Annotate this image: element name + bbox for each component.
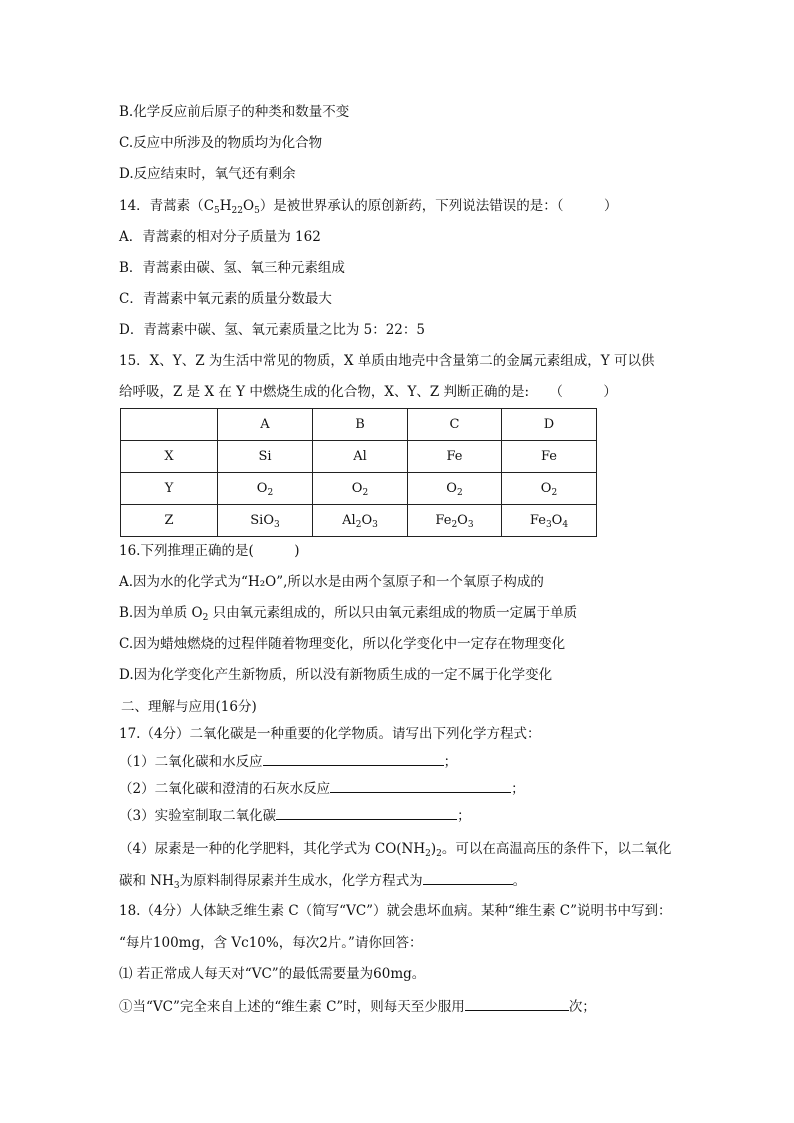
table-header-row [121,409,597,441]
q17-part3: （3）实验室制取二氧化碳 ； [119,805,471,826]
q18-stem-line1: 18.（4分）人体缺乏维生素 C（简写“VC”）就会患坏血病。某种“维生素 C”说明书中写到： [119,903,672,919]
table-cell: $Fe_2O_3$ [408,505,502,537]
table-row [121,505,597,537]
q18-stem-line2: “每片100mg，含 Vc10%，每次2片。”请你回答： [119,935,423,951]
q14-option-b: B．青蒿素由碳、氢、氧三种元素组成 [119,260,345,276]
table-cell: X [121,441,218,473]
table-cell: Z [121,505,218,537]
answer-blank[interactable] [263,751,444,766]
q18-sub1: ⑴ 若正常成人每天对“VC”的最低需要量为60mg。 [119,966,426,982]
q17-stem: 17.（4分）二氧化碳是一种重要的化学物质。请写出下列化学方程式： [119,726,541,742]
q13-option-c: C.反应中所涉及的物质均为化合物 [119,135,323,151]
answer-blank[interactable] [465,996,569,1011]
q15-stem-line2: 给呼吸，Z 是 X 在 Y 中燃烧生成的化合物，X、Y、Z 判断正确的是: （ ） [119,384,617,400]
table-cell: Al [313,441,408,473]
q15-options-table [120,408,597,537]
q14-option-d: D．青蒿素中碳、氢、氧元素质量之比为 5：22：5 [119,322,425,338]
table-cell: Fe [502,441,597,473]
table-cell: A [218,409,313,441]
q13-option-b: B.化学反应前后原子的种类和数量不变 [119,104,350,120]
table-cell: $Fe_3O_4$ [502,505,597,537]
q17-part4-line2: 碳和 $NH_3$为原料制得尿素并生成水，化学方程式为 。 [119,870,526,891]
q17-part2: （2）二氧化碳和澄清的石灰水反应 ； [119,778,525,799]
q14-option-a: A．青蒿素的相对分子质量为 162 [119,229,321,245]
q16-option-c: C.因为蜡烛燃烧的过程伴随着物理变化，所以化学变化中一定存在物理变化 [119,636,566,652]
q14-stem: 14．青蒿素$(C_5H_{22}O_5)$是被世界承认的原创新药，下列说法错误的是：（ ） [119,198,618,216]
section-heading: 二、理解与应用(16分) [121,699,257,715]
q18-item1: ①当“VC”完全来自上述的“维生素 C”时，则每天至少服用 次； [119,996,596,1017]
table-cell: B [313,409,408,441]
table-cell: Y [121,473,218,505]
table-row [121,473,597,505]
q16-option-b: B.因为单质 $O_2$ 只由氧元素组成的，所以只由氧元素组成的物质一定属于单质 [119,605,578,623]
q15-stem-line1: 15．X、Y、Z 为生活中常见的物质，X 单质由地壳中含量第二的金属元素组成，Y 可以供 [119,353,655,369]
q13-option-d: D.反应结束时，氧气还有剩余 [119,166,296,182]
table-cell: $O_2$ [502,473,597,505]
q14-option-c: C．青蒿素中氧元素的质量分数最大 [119,291,332,307]
q17-part1: （1）二氧化碳和水反应 ； [119,751,457,772]
q17-part4-line1: （4）尿素是一种的化学肥料，其化学式为 $CO(NH_2)_2$。可以在高温高压的条件下，以二氧化 [119,841,672,859]
q16-stem: 16.下列推理正确的是( ) [119,543,300,559]
q16-option-d: D.因为化学变化产生新物质，所以没有新物质生成的一定不属于化学变化 [119,667,553,683]
answer-blank[interactable] [330,778,511,793]
table-cell: Fe [408,441,502,473]
q16-option-a: A.因为水的化学式为“H₂O”,所以水是由两个氢原子和一个氧原子构成的 [119,574,544,590]
table-cell: $O_2$ [218,473,313,505]
answer-blank[interactable] [423,870,513,885]
table-cell: Si [218,441,313,473]
table-cell [121,409,218,441]
table-cell: D [502,409,597,441]
table-cell: $Al_2O_3$ [313,505,408,537]
table-cell: $O_2$ [408,473,502,505]
answer-blank[interactable] [276,805,457,820]
table-cell: C [408,409,502,441]
table-cell: SiO$_3$ [218,505,313,537]
table-row [121,441,597,473]
table-cell: $O_2$ [313,473,408,505]
